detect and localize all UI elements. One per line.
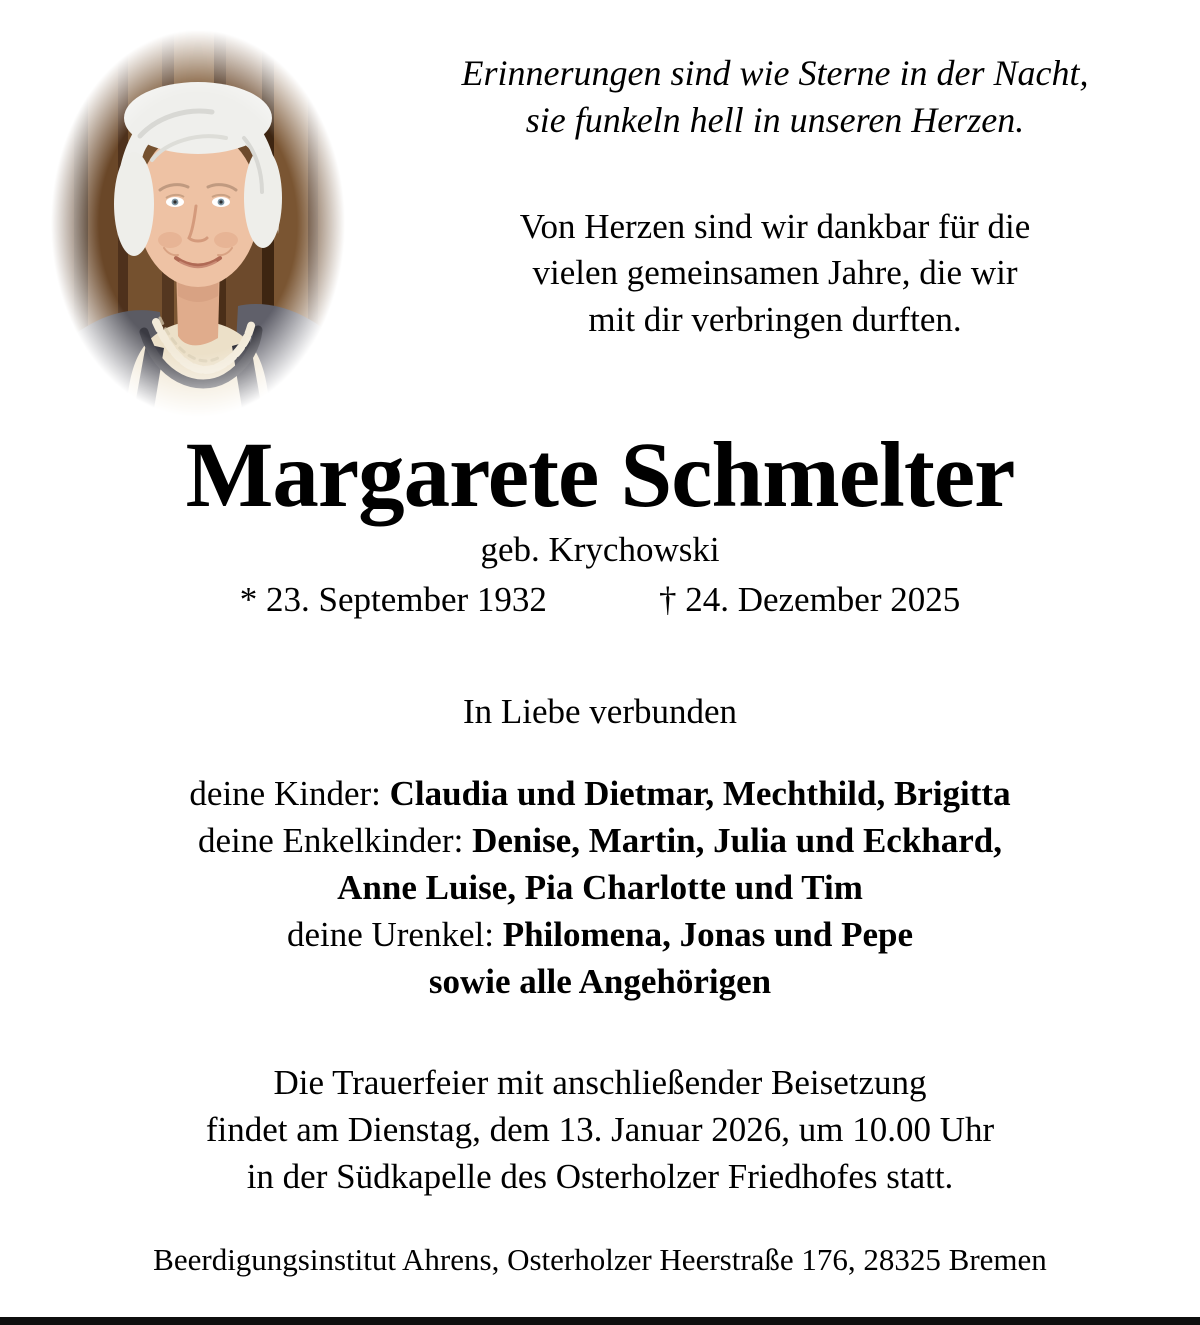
family-names: Claudia und Dietmar, Mechthild, Brigitta [389, 774, 1011, 814]
header-text-column [350, 26, 1200, 344]
family-label: deine Kinder: [189, 774, 390, 814]
family-names: Anne Luise, Pia Charlotte und Tim [337, 868, 863, 908]
bottom-border [0, 1317, 1200, 1325]
family-names: Philomena, Jonas und Pepe [502, 915, 914, 955]
family-line-grandchildren [0, 817, 1200, 864]
gratitude-text [350, 204, 1200, 345]
undertaker-line: Beerdigungsinstitut Ahrens, Osterholzer Heerstraße 176, 28325 Bremen [153, 1242, 1047, 1278]
family-line-relatives [0, 958, 1200, 1005]
family-line-great-grandchildren [0, 911, 1200, 958]
family-names: sowie alle Angehörigen [428, 962, 772, 1002]
header-row [0, 0, 1200, 421]
thanks-line-3: mit dir verbringen durften. [588, 300, 962, 340]
death-date: † 24. Dezember 2025 [658, 580, 961, 620]
funeral-details [0, 1059, 1200, 1200]
quote-line-1: Erinnerungen sind wie Sterne in der Nacht, [461, 53, 1089, 93]
maiden-name: geb. Krychowski [480, 529, 720, 569]
memorial-quote [350, 50, 1200, 144]
thanks-line-2: vielen gemeinsamen Jahre, die wir [532, 253, 1018, 293]
quote-line-2: sie funkeln hell in unseren Herzen. [525, 99, 1025, 140]
life-dates [0, 577, 1200, 623]
deceased-name: Margarete Schmelter [185, 424, 1015, 527]
photo-column [0, 26, 350, 421]
thanks-line-1: Von Herzen sind wir dankbar für die [519, 206, 1031, 246]
family-line-grandchildren-2 [0, 864, 1200, 911]
funeral-line-3: in der Südkapelle des Osterholzer Friedhofes statt. [246, 1157, 954, 1197]
family-names: Denise, Martin, Julia und Eckhard, [472, 821, 1003, 861]
funeral-line-2: findet am Dienstag, dem 13. Januar 2026, um 10.00 Uhr [205, 1110, 995, 1150]
family-label: deine Enkelkinder: [197, 821, 473, 861]
family-label: deine Urenkel: [286, 915, 503, 955]
family-list [0, 770, 1200, 1005]
portrait-photo [48, 26, 348, 421]
birth-date: * 23. September 1932 [239, 580, 547, 620]
funeral-line-1: Die Trauerfeier mit anschließender Beisetzung [273, 1063, 927, 1103]
portrait-photo-illustration [48, 26, 348, 421]
closing-line: In Liebe verbunden [462, 691, 738, 731]
family-line-children [0, 770, 1200, 817]
